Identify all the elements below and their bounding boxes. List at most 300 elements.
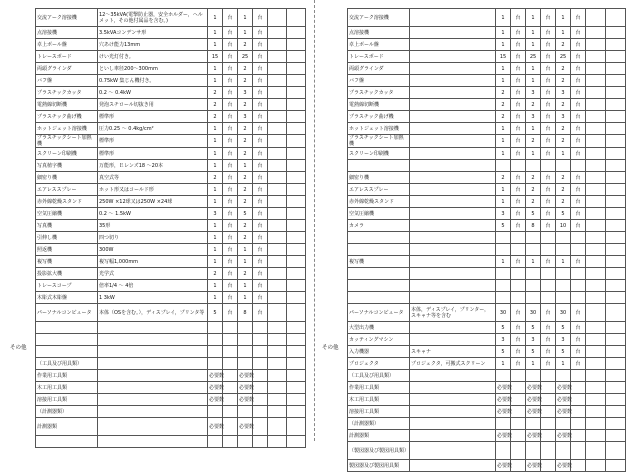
table-row xyxy=(348,39,626,51)
unit-cell xyxy=(571,460,586,472)
spec-cell: けい光灯付き。 xyxy=(98,51,208,63)
unit-cell: 台 xyxy=(223,172,238,184)
count-cell: 1 xyxy=(526,148,541,160)
unit-cell: 台 xyxy=(511,184,526,196)
count-cell: 1 xyxy=(208,280,223,292)
count-cell: 2 xyxy=(238,123,253,135)
unit-cell: 台 xyxy=(571,111,586,123)
unit-cell: 台 xyxy=(511,256,526,268)
spec-cell: 四つ切り xyxy=(98,232,208,244)
item-name-cell: 複写機 xyxy=(348,256,410,268)
unit-cell xyxy=(253,346,268,358)
table-row xyxy=(36,382,306,394)
count-cell xyxy=(586,358,606,370)
count-cell: 1 xyxy=(496,27,511,39)
unit-cell xyxy=(287,148,306,160)
spec-cell: 250W ×12球又は250W ×24球 xyxy=(98,196,208,208)
unit-cell xyxy=(511,280,526,292)
unit-cell: 台 xyxy=(571,135,586,148)
count-cell: 1 xyxy=(496,9,511,27)
count-cell: 必要数 xyxy=(496,406,511,418)
unit-cell xyxy=(606,99,626,111)
item-name-cell: トレースコープ xyxy=(36,280,98,292)
table-row xyxy=(348,63,626,75)
table-row xyxy=(36,208,306,220)
item-name-cell: 卓上ボール盤 xyxy=(36,39,98,51)
unit-cell xyxy=(541,292,556,304)
count-cell: 2 xyxy=(238,99,253,111)
count-cell: 2 xyxy=(496,87,511,99)
count-cell xyxy=(496,244,511,256)
table-row xyxy=(348,430,626,442)
count-cell xyxy=(268,322,287,334)
count-cell xyxy=(586,244,606,256)
count-cell xyxy=(586,135,606,148)
unit-cell xyxy=(287,9,306,27)
count-cell: 1 xyxy=(526,27,541,39)
table-row xyxy=(36,256,306,268)
unit-cell xyxy=(606,304,626,322)
count-cell: 3 xyxy=(526,111,541,123)
count-cell: 25 xyxy=(556,51,571,63)
count-cell xyxy=(586,322,606,334)
count-cell xyxy=(268,87,287,99)
count-cell: 3 xyxy=(526,87,541,99)
spec-cell xyxy=(410,99,496,111)
table-row xyxy=(348,394,626,406)
item-name-cell: 溶接用工具類 xyxy=(348,406,410,418)
spec-cell: 圧力0.25 ～ 0.4kg/cm² xyxy=(98,123,208,135)
item-name-cell xyxy=(348,244,410,256)
count-cell xyxy=(268,370,287,382)
count-cell: 必要数 xyxy=(526,406,541,418)
unit-cell xyxy=(606,39,626,51)
count-cell: 1 xyxy=(238,9,253,27)
unit-cell: 台 xyxy=(571,123,586,135)
count-cell: 1 xyxy=(208,123,223,135)
count-cell xyxy=(268,358,287,370)
unit-cell xyxy=(223,394,238,406)
unit-cell xyxy=(287,63,306,75)
unit-cell: 台 xyxy=(511,358,526,370)
count-cell xyxy=(268,63,287,75)
count-cell: 5 xyxy=(556,208,571,220)
count-cell: 2 xyxy=(526,184,541,196)
item-name-cell: バフ盤 xyxy=(348,75,410,87)
table-row xyxy=(348,51,626,63)
count-cell: 2 xyxy=(556,63,571,75)
unit-cell: 台 xyxy=(253,111,268,123)
table-row xyxy=(36,87,306,99)
count-cell: 2 xyxy=(526,135,541,148)
count-cell: 2 xyxy=(208,87,223,99)
count-cell xyxy=(526,442,541,460)
unit-cell xyxy=(606,334,626,346)
unit-cell: 台 xyxy=(541,63,556,75)
unit-cell: 台 xyxy=(571,63,586,75)
unit-cell xyxy=(253,334,268,346)
count-cell xyxy=(268,39,287,51)
count-cell: 1 xyxy=(208,148,223,160)
count-cell: 必要数 xyxy=(208,418,223,436)
item-name-cell: 細密り機 xyxy=(348,172,410,184)
count-cell: 1 xyxy=(208,184,223,196)
table-row xyxy=(348,382,626,394)
count-cell xyxy=(208,406,223,418)
count-cell: 1 xyxy=(526,9,541,27)
count-cell: 2 xyxy=(208,268,223,280)
unit-cell: 台 xyxy=(223,280,238,292)
item-name-cell: 空気圧縮機 xyxy=(36,208,98,220)
unit-cell: 台 xyxy=(253,39,268,51)
spec-cell xyxy=(410,184,496,196)
unit-cell: 台 xyxy=(511,99,526,111)
unit-cell xyxy=(571,442,586,460)
count-cell: 25 xyxy=(526,51,541,63)
unit-cell: 台 xyxy=(541,123,556,135)
unit-cell: 台 xyxy=(541,148,556,160)
spec-cell xyxy=(410,9,496,27)
unit-cell: 台 xyxy=(571,87,586,99)
count-cell xyxy=(586,406,606,418)
count-cell xyxy=(268,135,287,148)
unit-cell xyxy=(571,430,586,442)
unit-cell xyxy=(287,244,306,256)
unit-cell: 台 xyxy=(511,334,526,346)
unit-cell xyxy=(571,292,586,304)
unit-cell xyxy=(606,322,626,334)
count-cell: 1 xyxy=(238,27,253,39)
count-cell: 2 xyxy=(238,220,253,232)
unit-cell: 台 xyxy=(223,99,238,111)
unit-cell: 台 xyxy=(541,9,556,27)
item-name-cell: 入力機器 xyxy=(348,346,410,358)
table-row xyxy=(348,172,626,184)
item-name-cell xyxy=(348,268,410,280)
unit-cell: 台 xyxy=(223,184,238,196)
spec-cell xyxy=(410,75,496,87)
count-cell xyxy=(586,9,606,27)
item-name-cell: プラスチック曲げ機 xyxy=(348,111,410,123)
unit-cell xyxy=(287,160,306,172)
spec-cell xyxy=(410,418,496,430)
spec-cell: 本体，ディスプレイ，プリンター，スキャナ等を含む xyxy=(410,304,496,322)
count-cell xyxy=(268,148,287,160)
unit-cell: 台 xyxy=(253,9,268,27)
spec-cell xyxy=(98,334,208,346)
count-cell: 5 xyxy=(208,304,223,322)
count-cell xyxy=(268,208,287,220)
item-name-cell: パーソナルコンピュータ xyxy=(36,304,98,322)
item-name-cell: カメラ xyxy=(348,220,410,232)
item-name-cell: プロジェクタ xyxy=(348,358,410,370)
count-cell: 1 xyxy=(526,256,541,268)
unit-cell: 台 xyxy=(541,51,556,63)
count-cell xyxy=(496,370,511,382)
unit-cell xyxy=(571,160,586,172)
unit-cell: 台 xyxy=(511,346,526,358)
table-row xyxy=(348,232,626,244)
unit-cell: 台 xyxy=(253,256,268,268)
spec-cell: 標準形 xyxy=(98,111,208,123)
unit-cell xyxy=(223,358,238,370)
spec-cell xyxy=(98,418,208,436)
count-cell: 30 xyxy=(526,304,541,322)
item-name-cell: プラスチックシート加熱機 xyxy=(348,135,410,148)
unit-cell xyxy=(571,394,586,406)
count-cell: 1 xyxy=(238,280,253,292)
spec-cell xyxy=(98,436,208,448)
count-cell: 必要数 xyxy=(208,370,223,382)
unit-cell xyxy=(606,208,626,220)
unit-cell xyxy=(287,280,306,292)
count-cell xyxy=(556,280,571,292)
unit-cell: 台 xyxy=(511,27,526,39)
unit-cell: 台 xyxy=(571,172,586,184)
unit-cell xyxy=(606,280,626,292)
unit-cell xyxy=(511,382,526,394)
unit-cell: 台 xyxy=(511,123,526,135)
count-cell xyxy=(586,220,606,232)
count-cell xyxy=(526,292,541,304)
count-cell: 2 xyxy=(238,63,253,75)
count-cell: 1 xyxy=(208,220,223,232)
unit-cell: 台 xyxy=(571,51,586,63)
unit-cell xyxy=(287,256,306,268)
item-name-cell: 作業用工具類 xyxy=(36,370,98,382)
table-row xyxy=(36,196,306,208)
count-cell xyxy=(268,394,287,406)
unit-cell xyxy=(511,292,526,304)
unit-cell xyxy=(223,436,238,448)
unit-cell xyxy=(606,232,626,244)
unit-cell xyxy=(606,220,626,232)
count-cell: 必要数 xyxy=(556,430,571,442)
unit-cell xyxy=(606,196,626,208)
unit-cell xyxy=(541,268,556,280)
count-cell: 3 xyxy=(496,208,511,220)
count-cell xyxy=(496,160,511,172)
count-cell: 必要数 xyxy=(556,460,571,472)
count-cell xyxy=(586,394,606,406)
spec-cell: プロジェクタ，可搬式スクリーン xyxy=(410,358,496,370)
unit-cell xyxy=(287,334,306,346)
count-cell: 必要数 xyxy=(238,370,253,382)
item-name-cell: スクリーン印刷機 xyxy=(348,148,410,160)
count-cell: 2 xyxy=(238,232,253,244)
unit-cell xyxy=(223,382,238,394)
item-name-cell: 卓上ボール盤 xyxy=(348,39,410,51)
unit-cell xyxy=(606,9,626,27)
table-row xyxy=(36,244,306,256)
item-name-cell: パーソナルコンピュータ xyxy=(348,304,410,322)
unit-cell xyxy=(606,346,626,358)
table-row xyxy=(348,256,626,268)
item-name-cell: 作業用工具類 xyxy=(348,382,410,394)
count-cell xyxy=(586,160,606,172)
table-row xyxy=(36,292,306,304)
count-cell xyxy=(526,418,541,430)
count-cell xyxy=(268,346,287,358)
count-cell: 1 xyxy=(208,292,223,304)
table-row xyxy=(36,232,306,244)
count-cell: 1 xyxy=(208,232,223,244)
count-cell: 1 xyxy=(526,63,541,75)
spec-cell xyxy=(410,208,496,220)
unit-cell: 台 xyxy=(253,280,268,292)
unit-cell xyxy=(287,382,306,394)
count-cell: 必要数 xyxy=(496,460,511,472)
unit-cell xyxy=(253,436,268,448)
count-cell xyxy=(496,280,511,292)
spec-cell: 光学式 xyxy=(98,268,208,280)
unit-cell: 台 xyxy=(511,63,526,75)
unit-cell xyxy=(287,208,306,220)
count-cell: 5 xyxy=(526,322,541,334)
spec-cell: 300W xyxy=(98,244,208,256)
unit-cell: 台 xyxy=(223,268,238,280)
count-cell: 1 xyxy=(208,256,223,268)
unit-cell: 台 xyxy=(571,304,586,322)
unit-cell xyxy=(287,51,306,63)
count-cell: 2 xyxy=(496,111,511,123)
count-cell: 3 xyxy=(238,111,253,123)
right-page xyxy=(320,0,630,469)
unit-cell xyxy=(287,304,306,322)
count-cell xyxy=(268,280,287,292)
item-name-cell: 写真機 xyxy=(36,220,98,232)
unit-cell xyxy=(571,382,586,394)
count-cell: 3 xyxy=(556,111,571,123)
unit-cell: 台 xyxy=(253,135,268,148)
unit-cell: 台 xyxy=(511,172,526,184)
unit-cell: 台 xyxy=(571,99,586,111)
item-name-cell xyxy=(348,160,410,172)
unit-cell xyxy=(571,370,586,382)
unit-cell xyxy=(606,87,626,99)
count-cell: 必要数 xyxy=(496,394,511,406)
count-cell xyxy=(238,334,253,346)
spec-cell: スキャナ xyxy=(410,346,496,358)
count-cell xyxy=(586,268,606,280)
table-row xyxy=(348,208,626,220)
unit-cell: 台 xyxy=(253,184,268,196)
unit-cell: 台 xyxy=(571,346,586,358)
unit-cell: 台 xyxy=(223,256,238,268)
count-cell xyxy=(268,111,287,123)
unit-cell xyxy=(606,123,626,135)
count-cell xyxy=(556,418,571,430)
spec-cell xyxy=(410,442,496,460)
spec-cell xyxy=(410,172,496,184)
count-cell xyxy=(268,436,287,448)
item-name-cell: 木工用工具類 xyxy=(348,394,410,406)
unit-cell xyxy=(541,232,556,244)
count-cell: 5 xyxy=(496,346,511,358)
unit-cell xyxy=(287,27,306,39)
count-cell: 15 xyxy=(496,51,511,63)
spec-cell xyxy=(410,406,496,418)
count-cell: 3 xyxy=(526,334,541,346)
item-name-cell: 木工用工具類 xyxy=(36,382,98,394)
count-cell: 1 xyxy=(496,196,511,208)
table-row xyxy=(36,160,306,172)
unit-cell xyxy=(606,292,626,304)
table-row xyxy=(36,27,306,39)
table-row xyxy=(36,51,306,63)
spec-cell xyxy=(98,346,208,358)
spec-cell: 複写幅1,000mm xyxy=(98,256,208,268)
unit-cell xyxy=(606,418,626,430)
item-name-cell: （工具及び用具類） xyxy=(36,358,98,370)
count-cell: 10 xyxy=(556,220,571,232)
unit-cell: 台 xyxy=(511,9,526,27)
unit-cell xyxy=(606,394,626,406)
unit-cell: 台 xyxy=(253,172,268,184)
unit-cell: 台 xyxy=(223,220,238,232)
item-name-cell: 計測器類 xyxy=(348,430,410,442)
count-cell: 2 xyxy=(208,172,223,184)
table-row xyxy=(348,334,626,346)
item-name-cell: スクリーン印刷機 xyxy=(36,148,98,160)
unit-cell: 台 xyxy=(541,87,556,99)
count-cell xyxy=(556,292,571,304)
item-name-cell: ホットジェット溶接機 xyxy=(36,123,98,135)
unit-cell: 台 xyxy=(253,160,268,172)
table-row xyxy=(36,436,306,448)
item-name-cell: トレースボード xyxy=(348,51,410,63)
unit-cell xyxy=(606,256,626,268)
count-cell: 1 xyxy=(208,135,223,148)
unit-cell xyxy=(287,196,306,208)
count-cell: 5 xyxy=(496,322,511,334)
spec-cell xyxy=(410,27,496,39)
count-cell: 3 xyxy=(496,334,511,346)
count-cell xyxy=(496,292,511,304)
unit-cell xyxy=(511,394,526,406)
item-name-cell xyxy=(36,334,98,346)
item-name-cell: 赤外線乾燥スタンド xyxy=(36,196,98,208)
count-cell: 2 xyxy=(556,135,571,148)
unit-cell: 台 xyxy=(541,256,556,268)
count-cell: 2 xyxy=(238,184,253,196)
unit-cell: 台 xyxy=(223,75,238,87)
table-row xyxy=(36,9,306,27)
count-cell: 2 xyxy=(496,172,511,184)
unit-cell: 台 xyxy=(541,196,556,208)
count-cell: 1 xyxy=(208,27,223,39)
unit-cell: 台 xyxy=(541,172,556,184)
unit-cell xyxy=(606,160,626,172)
table-row xyxy=(348,9,626,27)
item-name-cell: 細密り機 xyxy=(36,172,98,184)
spec-cell: 0.2 ～ 0.4kW xyxy=(98,87,208,99)
item-name-cell: 電熱線切断機 xyxy=(348,99,410,111)
count-cell xyxy=(586,148,606,160)
unit-cell xyxy=(606,172,626,184)
unit-cell xyxy=(541,394,556,406)
unit-cell: 台 xyxy=(571,75,586,87)
table-row xyxy=(36,75,306,87)
unit-cell: 台 xyxy=(541,334,556,346)
unit-cell xyxy=(606,27,626,39)
count-cell: 必要数 xyxy=(556,394,571,406)
unit-cell: 台 xyxy=(223,292,238,304)
item-name-cell: 引伸し機 xyxy=(36,232,98,244)
table-row xyxy=(36,268,306,280)
count-cell xyxy=(586,196,606,208)
table-row xyxy=(348,184,626,196)
